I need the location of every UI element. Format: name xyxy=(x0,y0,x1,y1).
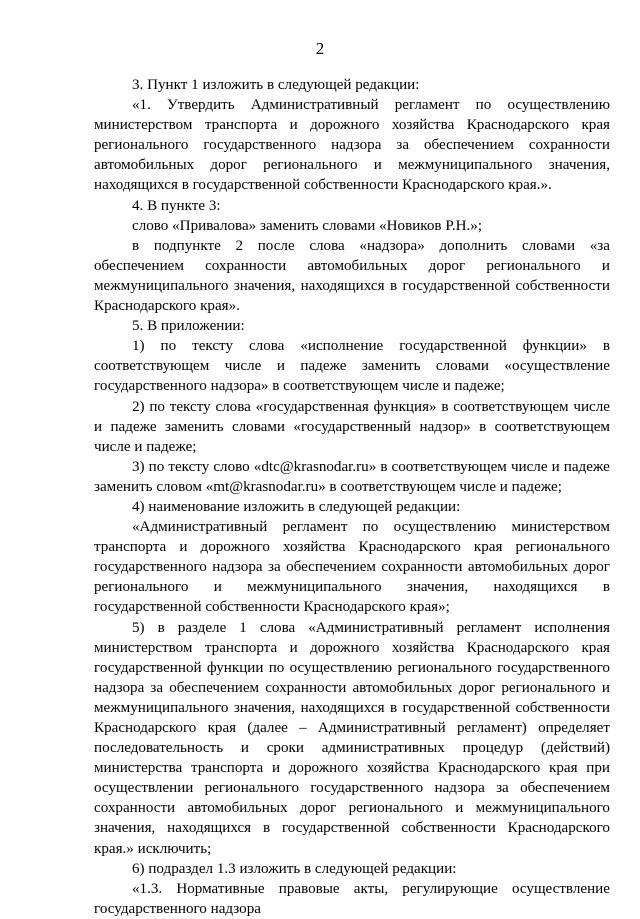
text-line: государственной собственности Краснодарского края»; xyxy=(94,599,450,616)
word: регионального xyxy=(397,659,492,676)
word: автомобильных xyxy=(94,157,195,174)
text-line xyxy=(94,678,610,698)
text-line xyxy=(94,95,610,115)
word: хозяйства xyxy=(391,117,455,134)
text-line: 5. В приложении: xyxy=(132,318,245,335)
word: транспорта xyxy=(204,117,278,134)
word: дорог xyxy=(458,679,496,696)
word: и xyxy=(289,117,298,134)
word: определяет xyxy=(538,720,610,736)
word: Краснодарского xyxy=(358,539,461,556)
word: государственной xyxy=(402,699,511,716)
word: 3) xyxy=(132,458,145,475)
text-line: находящихся в государственной собственности Краснодарского края.». xyxy=(94,177,552,194)
word: и xyxy=(551,458,560,475)
text-line xyxy=(94,236,610,256)
word: «Административный xyxy=(308,619,444,636)
word: Краснодарского xyxy=(466,639,570,656)
word: регионального xyxy=(263,157,358,174)
word: собственности xyxy=(515,277,610,294)
word: разделе xyxy=(177,619,227,636)
word: края xyxy=(581,639,610,656)
word: и xyxy=(276,358,285,375)
word: обеспечением xyxy=(520,780,610,797)
word: «осуществление xyxy=(504,358,610,375)
word: регионального xyxy=(486,257,581,274)
word: регионального xyxy=(348,800,443,817)
word: сохранности xyxy=(381,559,463,576)
word: регламент) xyxy=(456,720,527,736)
word: и xyxy=(271,760,281,777)
text-line xyxy=(94,658,610,678)
word: автомобильных xyxy=(307,257,408,274)
word: в xyxy=(262,820,271,837)
word: падеже xyxy=(300,358,347,375)
word: и xyxy=(373,157,382,174)
word: по xyxy=(268,659,285,676)
word: заменить xyxy=(361,358,421,375)
word: (далее xyxy=(247,720,288,736)
word: сохранности xyxy=(94,800,176,817)
word: 5) xyxy=(132,619,145,636)
word: межмуниципального xyxy=(94,699,229,716)
text-line xyxy=(94,557,610,577)
word: значения, xyxy=(233,699,296,716)
word: транспорта xyxy=(204,639,278,656)
word: функции» xyxy=(522,338,587,355)
word: собственности xyxy=(515,699,610,716)
word: в xyxy=(479,418,487,435)
word: хозяйства xyxy=(366,760,430,777)
word: акты, xyxy=(353,880,389,897)
word: за xyxy=(496,780,509,797)
word: «государственная xyxy=(255,398,369,415)
word: за xyxy=(267,559,281,576)
word: слово xyxy=(213,458,250,475)
word: находящихся xyxy=(493,579,578,596)
text-line xyxy=(94,778,610,798)
word: регламент xyxy=(394,97,460,114)
text-line xyxy=(94,417,610,437)
word: государственной xyxy=(94,659,202,676)
word: обеспечением xyxy=(94,257,184,274)
word: подпункте xyxy=(153,237,221,254)
text-line: государственного надзора xyxy=(94,900,261,917)
word: государственного xyxy=(203,137,317,154)
word: (действий) xyxy=(540,740,610,757)
document-body xyxy=(94,75,610,919)
word: 1 xyxy=(239,619,247,636)
word: и xyxy=(601,679,610,696)
word: регламент xyxy=(456,619,522,636)
word: «dtc@krasnodar.ru» xyxy=(253,458,377,475)
word: регионального xyxy=(501,679,596,696)
text-line xyxy=(94,698,610,718)
word: в xyxy=(157,619,165,636)
text-line xyxy=(94,115,610,135)
word: государственной xyxy=(399,338,507,355)
word: государственного xyxy=(497,659,610,676)
word: автомобильных xyxy=(352,679,453,696)
word: тексту xyxy=(168,458,210,475)
word: «государственный xyxy=(293,418,412,435)
word: находящихся xyxy=(300,277,385,294)
word: сохранности xyxy=(265,679,347,696)
word: министерством xyxy=(511,519,610,536)
word: при xyxy=(586,760,610,777)
word: дорог xyxy=(299,800,337,817)
word: и xyxy=(213,579,222,596)
word: дорог xyxy=(428,257,466,274)
word: 2) xyxy=(132,398,145,415)
text-line: государственного надзора» в соответствующем числе и падеже; xyxy=(94,378,505,395)
word: регионального xyxy=(204,780,300,797)
text-line xyxy=(94,818,610,838)
word: и xyxy=(601,257,610,274)
word: межмуниципального xyxy=(94,277,229,294)
word: дорожного xyxy=(310,639,380,656)
word: слова xyxy=(309,237,345,254)
word: дорог xyxy=(573,559,610,576)
word: осуществлению xyxy=(507,97,610,114)
word: хозяйства xyxy=(282,539,346,556)
text-line: заменить словом «mt@krasnodar.ru» в соответствующем числе и падеже; xyxy=(94,478,562,495)
word: функции xyxy=(206,659,264,676)
word: осуществлении xyxy=(94,780,194,797)
text-line xyxy=(94,276,610,296)
word: регионального xyxy=(515,539,610,556)
text-line xyxy=(94,457,610,477)
text-line xyxy=(94,879,610,899)
word: надзора xyxy=(331,137,382,154)
word: сохранности xyxy=(205,257,287,274)
word: слова xyxy=(259,619,296,636)
word: 1) xyxy=(132,338,145,355)
word: в xyxy=(389,277,398,294)
word: и xyxy=(289,639,298,656)
word: словами xyxy=(521,237,576,254)
word: находящихся xyxy=(167,820,252,837)
word: Краснодарского xyxy=(507,820,610,837)
text-line xyxy=(94,517,610,537)
text-line: 4) наименование изложить в следующей редакции: xyxy=(132,498,461,515)
word: значения, xyxy=(94,820,156,837)
word: осуществление xyxy=(511,880,610,897)
word: соответствующем xyxy=(494,418,610,435)
text-line xyxy=(94,397,610,417)
word: транспорта xyxy=(94,539,167,556)
word: соответствующем xyxy=(94,358,210,375)
word: по xyxy=(475,97,492,114)
word: автомобильных xyxy=(467,559,569,576)
word: числе xyxy=(224,358,262,375)
word: числе xyxy=(510,458,548,475)
word: словами xyxy=(435,358,489,375)
word: автомобильных xyxy=(187,800,288,817)
text-line xyxy=(94,256,610,276)
word: регулирующие xyxy=(402,880,498,897)
word: значения, xyxy=(233,277,296,294)
page-number: 2 xyxy=(315,39,325,58)
text-line xyxy=(94,356,610,376)
word: по xyxy=(362,519,379,536)
word: «за xyxy=(589,237,610,254)
word: Краснодарского xyxy=(94,720,197,736)
word: слова xyxy=(215,398,251,415)
word: по xyxy=(149,398,165,415)
word: «надзора» xyxy=(359,237,425,254)
word: надзора xyxy=(434,780,485,797)
word: в xyxy=(380,458,388,475)
word: падеже xyxy=(110,418,157,435)
word: регионального xyxy=(94,137,189,154)
word: Краснодарского xyxy=(437,760,541,777)
word: осуществлению xyxy=(289,659,393,676)
word: Административный xyxy=(317,720,446,736)
word: «исполнение xyxy=(300,338,384,355)
word: обеспечением xyxy=(423,137,514,154)
text-line xyxy=(94,537,610,557)
word: государственной xyxy=(402,277,511,294)
word: по xyxy=(148,458,165,475)
word: значения, xyxy=(406,579,469,596)
word: соответствующем xyxy=(391,458,507,475)
word: исполнения xyxy=(534,619,610,636)
word: в xyxy=(132,237,140,254)
word: находящихся xyxy=(300,699,385,716)
word: сроки xyxy=(266,740,304,757)
text-line xyxy=(94,336,610,356)
word: в xyxy=(602,579,610,596)
word: и xyxy=(240,740,249,757)
word: края xyxy=(549,760,578,777)
word: числе xyxy=(573,398,610,415)
word: надзор» xyxy=(419,418,471,435)
text-line: Краснодарского края». xyxy=(94,298,240,315)
text-line: слово «Привалова» заменить словами «Новиков Р.Н.»; xyxy=(132,217,483,234)
text-line xyxy=(94,618,610,638)
text-line xyxy=(94,577,610,597)
text-line xyxy=(94,135,610,155)
word: министерством xyxy=(94,117,193,134)
word: падеже xyxy=(563,458,610,475)
word: государственного xyxy=(94,559,207,576)
word: словами xyxy=(231,418,285,435)
word: собственности xyxy=(401,820,496,837)
word: края xyxy=(473,539,503,556)
word: заменить xyxy=(164,418,224,435)
word: Утвердить xyxy=(167,97,235,114)
word: процедур xyxy=(462,740,524,757)
word: «1. xyxy=(132,97,151,114)
word: дорожного xyxy=(310,117,380,134)
word: «Административный xyxy=(132,519,268,536)
word: дополнить xyxy=(439,237,508,254)
word: транспорта xyxy=(190,760,264,777)
word: 2 xyxy=(235,237,244,254)
word: и xyxy=(455,800,464,817)
word: тексту xyxy=(192,338,234,355)
text-line: 4. В пункте 3: xyxy=(132,197,221,214)
word: последовательность xyxy=(94,740,224,757)
text-line: края.» исключить; xyxy=(94,840,212,857)
word: за xyxy=(396,137,410,154)
text-line: числе и падеже; xyxy=(94,438,197,455)
word: надзора xyxy=(94,679,145,696)
word: межмуниципального xyxy=(247,579,382,596)
word: межмуниципального xyxy=(475,800,610,817)
word: регламент xyxy=(282,519,348,536)
word: в xyxy=(441,398,449,415)
word: тексту xyxy=(169,398,211,415)
word: Административный xyxy=(250,97,379,114)
word: слова xyxy=(248,338,285,355)
word: регионального xyxy=(94,579,189,596)
word: межмуниципального xyxy=(398,157,533,174)
word: государственной xyxy=(281,820,390,837)
word: осуществлению xyxy=(393,519,497,536)
word: в xyxy=(602,338,610,355)
word: министерства xyxy=(94,760,183,777)
word: обеспечением xyxy=(169,679,260,696)
word: государственного xyxy=(310,780,424,797)
word: административных xyxy=(321,740,445,757)
word: в xyxy=(389,699,398,716)
word: дорожного xyxy=(200,539,270,556)
word: края xyxy=(581,117,610,134)
text-line xyxy=(94,798,610,818)
word: обеспечением xyxy=(286,559,376,576)
text-line: 3. Пункт 1 изложить в следующей редакции: xyxy=(132,77,420,93)
text-line: 6) подраздел 1.3 изложить в следующей редакции: xyxy=(132,860,457,877)
text-line xyxy=(94,155,610,175)
word: правовые xyxy=(278,880,340,897)
word: дорог xyxy=(210,157,247,174)
word: дорожного xyxy=(288,760,359,777)
word: за xyxy=(150,679,164,696)
word: надзора xyxy=(212,559,263,576)
word: после xyxy=(257,237,295,254)
text-line xyxy=(94,738,610,758)
word: Нормативные xyxy=(176,880,265,897)
word: функция» xyxy=(373,398,437,415)
word: соответствующем xyxy=(453,398,569,415)
word: хозяйства xyxy=(391,639,455,656)
text-line xyxy=(94,638,610,658)
word: по xyxy=(160,338,177,355)
word: значения, xyxy=(548,157,610,174)
word: и xyxy=(179,539,188,556)
word: – xyxy=(299,720,307,736)
text-line xyxy=(94,718,610,738)
word: сохранности xyxy=(528,137,610,154)
text-line xyxy=(94,758,610,778)
word: «1.3. xyxy=(132,880,163,897)
word: Краснодарского xyxy=(466,117,570,134)
word: края xyxy=(207,720,237,736)
word: и xyxy=(94,418,103,435)
word: министерством xyxy=(94,639,193,656)
